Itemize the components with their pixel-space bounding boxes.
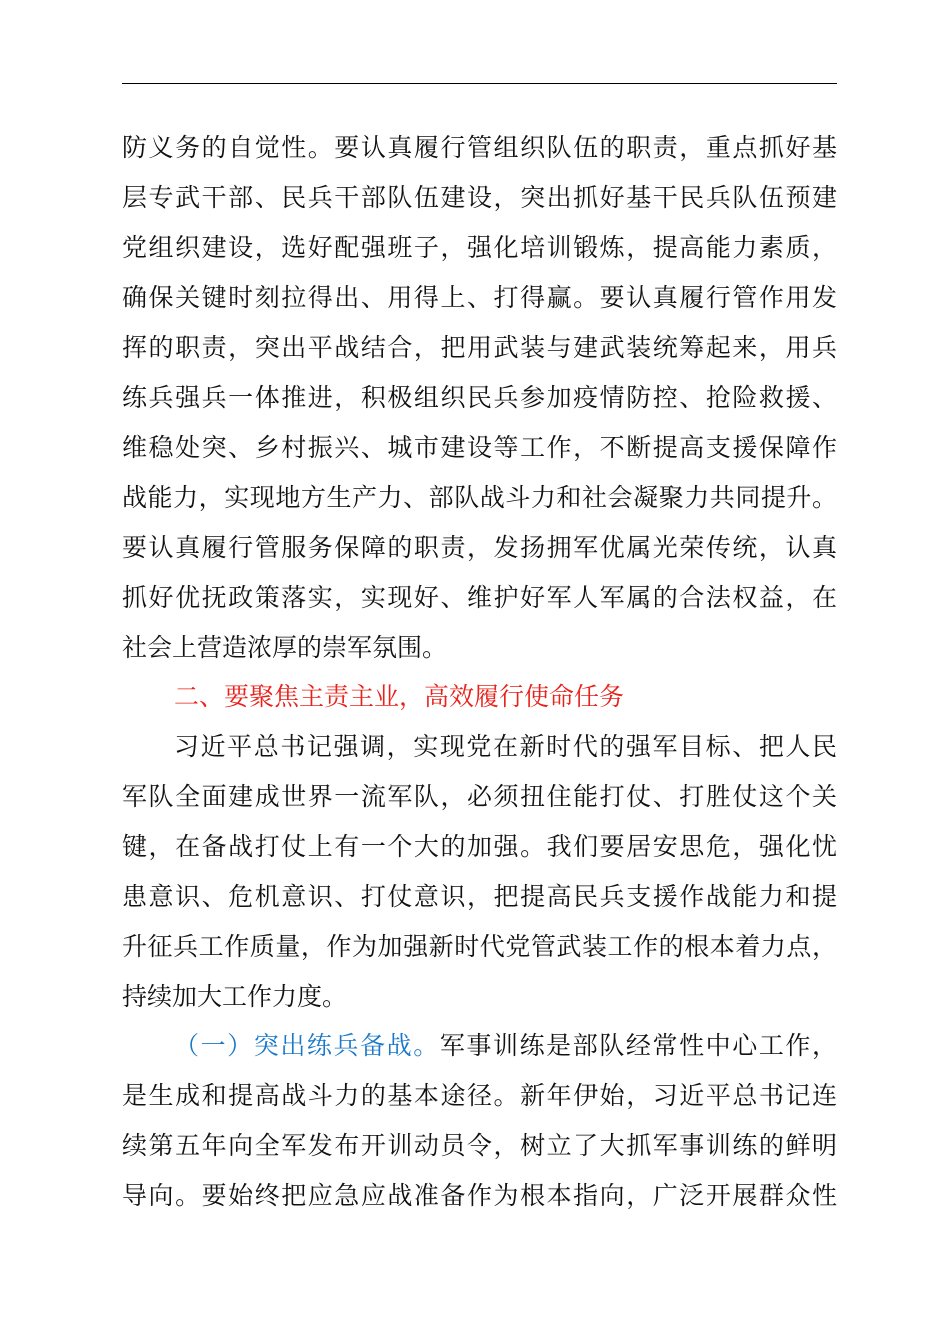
paragraph-text: 军事训练是部队经常性中心工作， <box>439 1031 837 1060</box>
subsection-heading: （一）突出练兵备战。 <box>174 1031 440 1060</box>
paragraph-line: 层专武干部、民兵干部队伍建设，突出抓好基干民兵队伍预建 <box>122 183 837 212</box>
paragraph-line: 导向。要始终把应急应战准备作为根本指向，广泛开展群众性 <box>122 1181 837 1210</box>
paragraph-line: 持续加大工作力度。 <box>122 982 348 1011</box>
paragraph-line: 党组织建设，选好配强班子，强化培训锻炼，提高能力素质， <box>122 233 837 262</box>
paragraph-line: 是生成和提高战斗力的基本途径。新年伊始，习近平总书记连 <box>122 1081 837 1110</box>
paragraph-line: 练兵强兵一体推进，积极组织民兵参加疫情防控、抢险救援、 <box>122 383 837 412</box>
paragraph-line: 习近平总书记强调，实现党在新时代的强军目标、把人民 <box>174 732 837 761</box>
section-heading: 二、要聚焦主责主业，高效履行使命任务 <box>174 682 625 711</box>
paragraph-line: 续第五年向全军发布开训动员令，树立了大抓军事训练的鲜明 <box>122 1131 837 1160</box>
header-rule <box>122 83 837 84</box>
paragraph-line: 患意识、危机意识、打仗意识，把提高民兵支援作战能力和提 <box>122 882 837 911</box>
paragraph-line: 维稳处突、乡村振兴、城市建设等工作，不断提高支援保障作 <box>122 433 837 462</box>
paragraph-line: 社会上营造浓厚的崇军氛围。 <box>122 633 448 662</box>
paragraph-line: 战能力，实现地方生产力、部队战斗力和社会凝聚力共同提升。 <box>122 483 837 512</box>
paragraph-line: 抓好优抚政策落实，实现好、维护好军人军属的合法权益，在 <box>122 583 837 612</box>
subsection-first-line <box>174 1021 837 1071</box>
paragraph-line: 键，在备战打仗上有一个大的加强。我们要居安思危，强化忧 <box>122 832 837 861</box>
paragraph-line: 军队全面建成世界一流军队，必须扭住能打仗、打胜仗这个关 <box>122 782 837 811</box>
paragraph-line: 要认真履行管服务保障的职责，发扬拥军优属光荣传统，认真 <box>122 533 837 562</box>
paragraph-line: 挥的职责，突出平战结合，把用武装与建武装统筹起来，用兵 <box>122 333 837 362</box>
paragraph-line: 升征兵工作质量，作为加强新时代党管武装工作的根本着力点， <box>122 932 837 961</box>
paragraph-line: 确保关键时刻拉得出、用得上、打得赢。要认真履行管作用发 <box>122 283 837 312</box>
paragraph-line: 防义务的自觉性。要认真履行管组织队伍的职责，重点抓好基 <box>122 133 837 162</box>
